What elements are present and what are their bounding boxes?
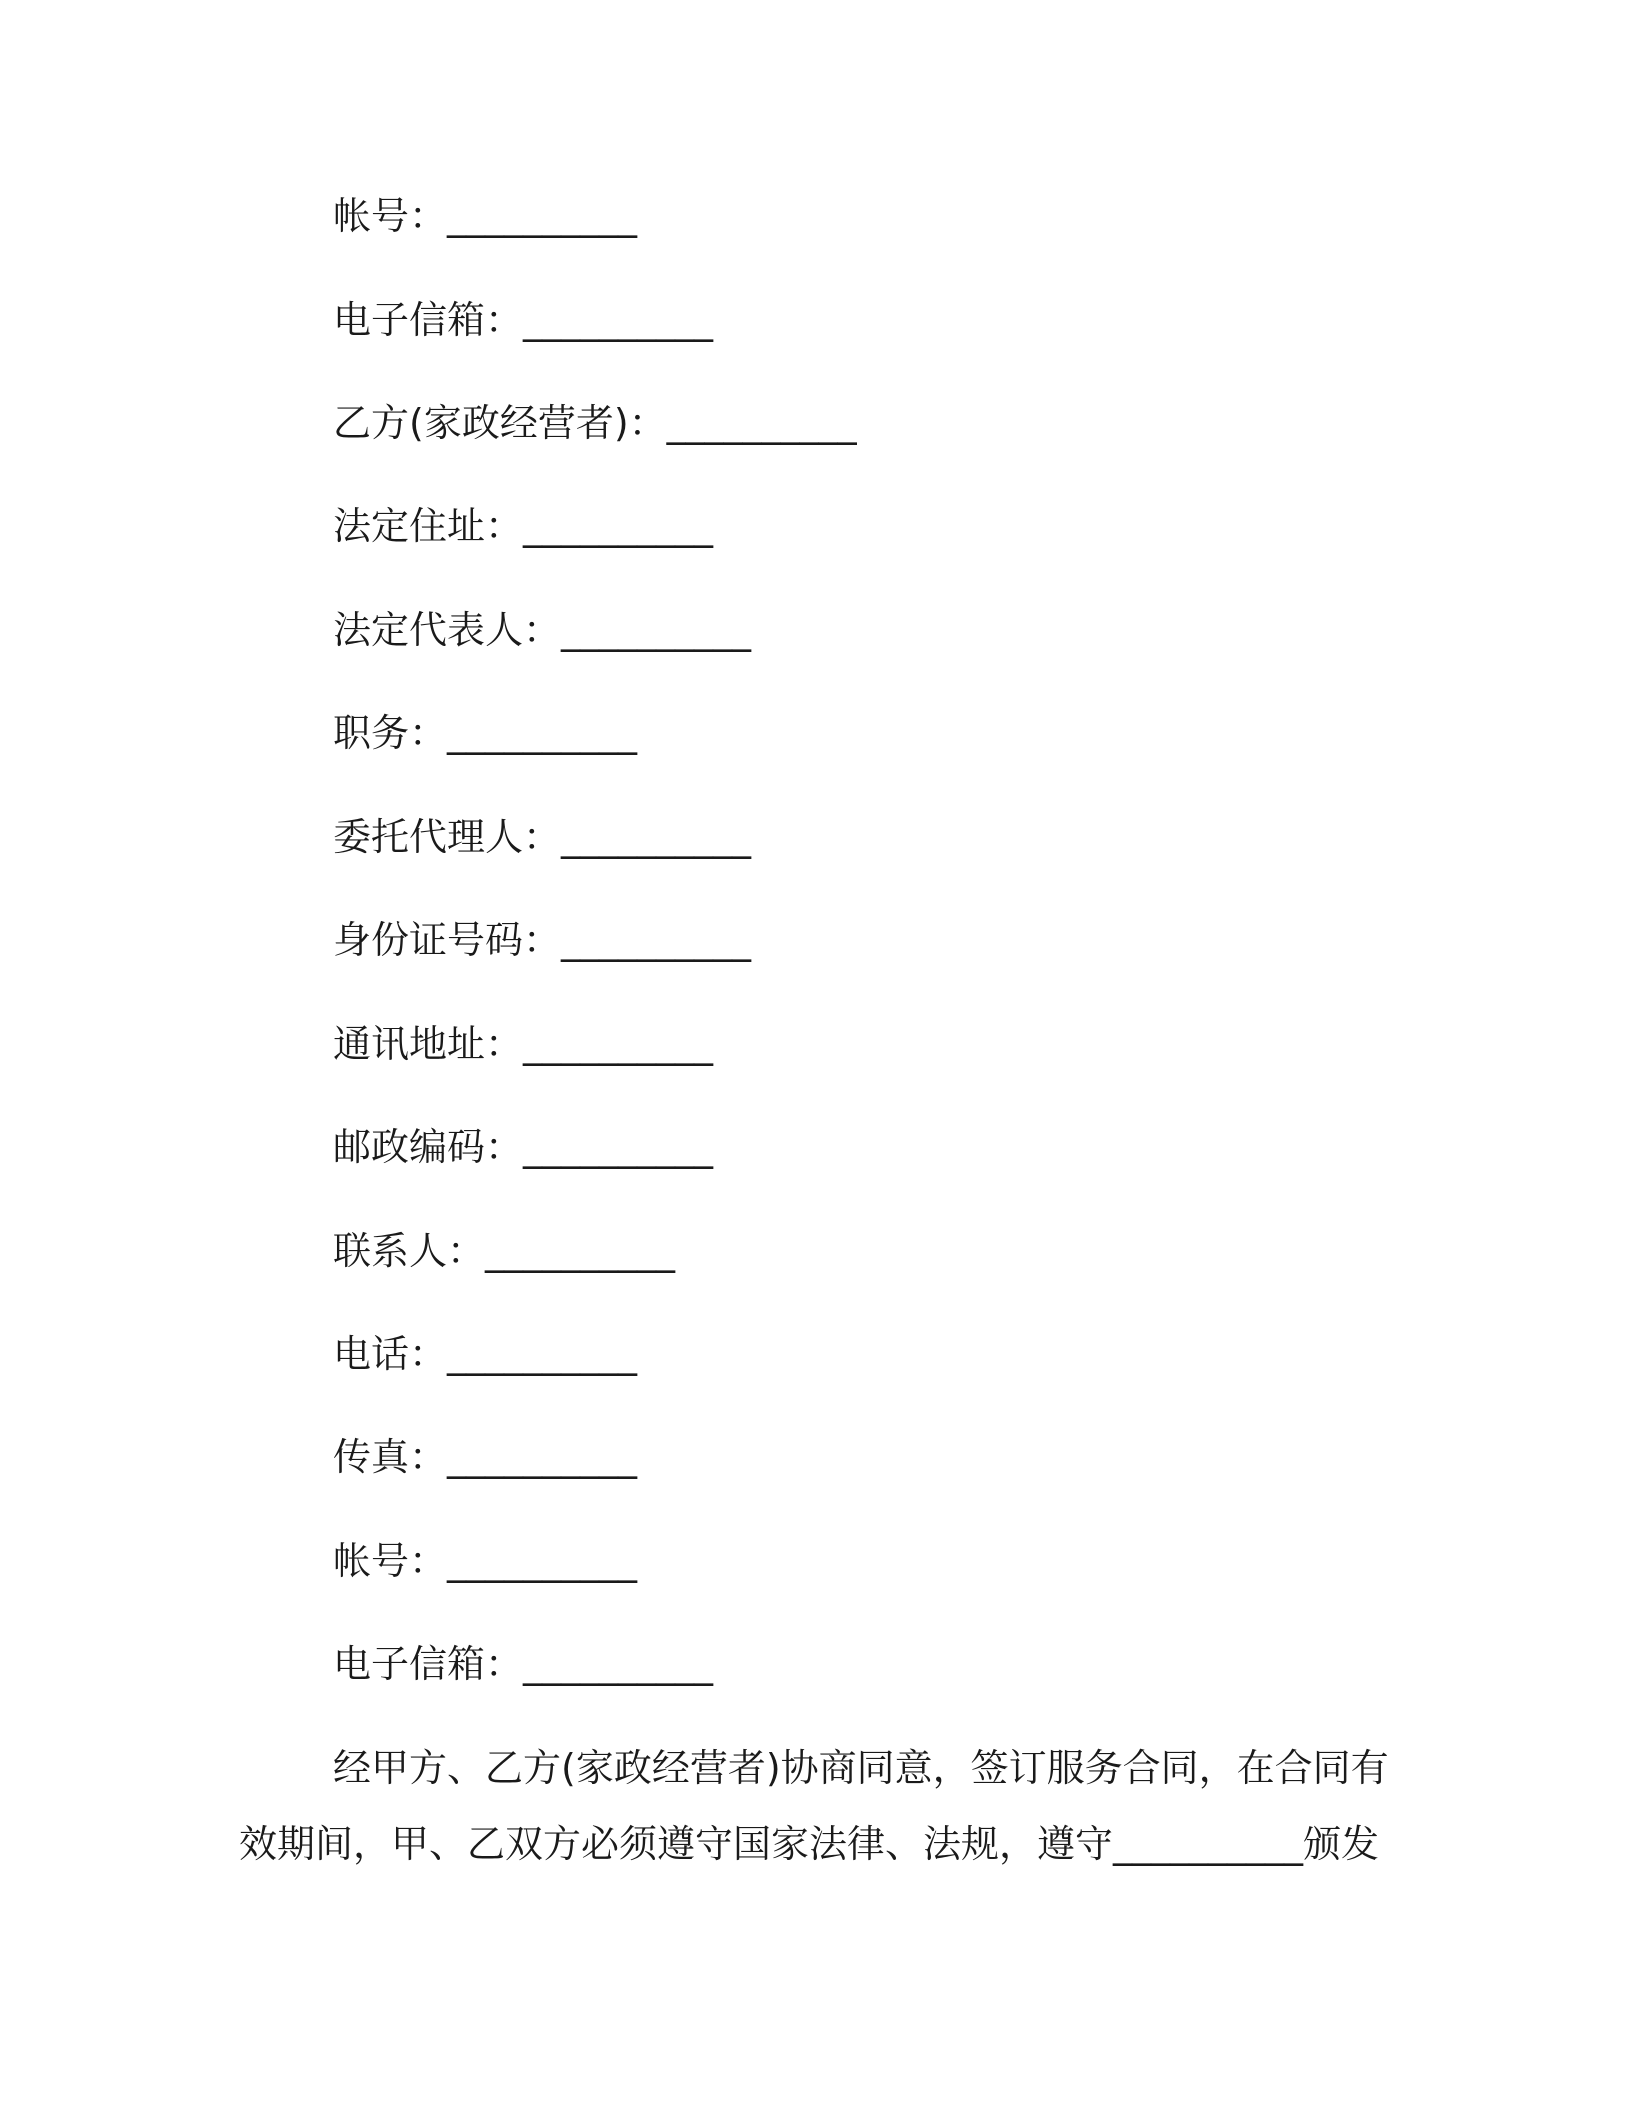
field-label: 电话：	[333, 1332, 448, 1376]
field-position	[333, 703, 637, 763]
field-authorized-agent	[333, 807, 751, 867]
field-legal-representative	[333, 600, 751, 660]
field-label: 邮政编码：	[333, 1125, 524, 1169]
field-label: 法定代表人：	[333, 608, 562, 652]
field-label: 身份证号码：	[333, 918, 562, 962]
field-blank: __________	[523, 298, 714, 342]
field-blank: __________	[561, 608, 752, 652]
field-blank: __________	[523, 1642, 714, 1686]
field-blank: __________	[447, 1435, 638, 1479]
paragraph-line-1: 经甲方、乙方(家政经营者)协商同意，签订服务合同，在合同有	[333, 1746, 1389, 1790]
field-label: 传真：	[333, 1435, 448, 1479]
field-blank: __________	[447, 194, 638, 238]
field-phone	[333, 1324, 637, 1384]
field-blank: __________	[485, 1229, 676, 1273]
field-label: 帐号：	[333, 194, 448, 238]
field-legal-address	[333, 496, 713, 556]
field-blank: __________	[447, 1332, 638, 1376]
field-account	[333, 186, 637, 246]
field-blank: __________	[523, 504, 714, 548]
field-label: 乙方(家政经营者)：	[333, 401, 667, 445]
field-label: 委托代理人：	[333, 815, 562, 859]
paragraph-line-2: 效期间，甲、乙双方必须遵守国家法律、法规，遵守__________颁发	[239, 1822, 1380, 1866]
field-label: 电子信箱：	[333, 1642, 524, 1686]
field-label: 职务：	[333, 711, 448, 755]
field-account-2	[333, 1531, 637, 1591]
field-label: 帐号：	[333, 1539, 448, 1583]
field-email	[333, 290, 713, 350]
field-label: 联系人：	[333, 1229, 486, 1273]
field-id-number	[333, 910, 751, 970]
field-blank: __________	[561, 918, 752, 962]
field-email-2	[333, 1634, 713, 1694]
field-fax	[333, 1427, 637, 1487]
field-blank: __________	[447, 1539, 638, 1583]
field-label: 电子信箱：	[333, 298, 524, 342]
field-blank: __________	[666, 401, 857, 445]
field-blank: __________	[523, 1022, 714, 1066]
field-contact-person	[333, 1221, 675, 1281]
field-postal-code	[333, 1117, 713, 1177]
field-mailing-address	[333, 1014, 713, 1074]
field-blank: __________	[523, 1125, 714, 1169]
field-label: 通讯地址：	[333, 1022, 524, 1066]
field-party-b	[333, 393, 857, 453]
field-blank: __________	[561, 815, 752, 859]
field-blank: __________	[447, 711, 638, 755]
field-label: 法定住址：	[333, 504, 524, 548]
